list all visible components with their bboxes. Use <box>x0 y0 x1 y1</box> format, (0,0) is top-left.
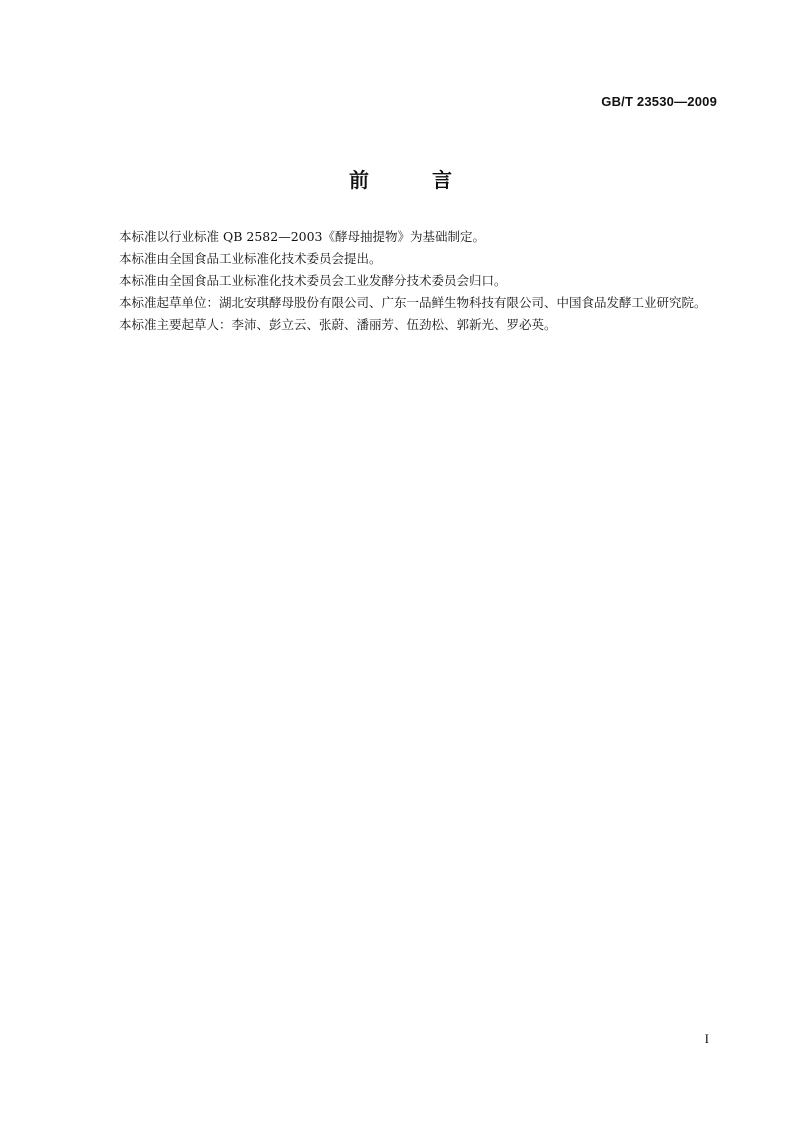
paragraph-drafters: 本标准主要起草人：李沛、彭立云、张蔚、潘丽芳、伍劲松、郭新光、罗必英。 <box>119 317 557 332</box>
page-title: 前 言 <box>349 168 480 192</box>
paragraph-drafting-units: 本标准起草单位：湖北安琪酵母股份有限公司、广东一品鲜生物科技有限公司、中国食品发酵工业研究院。 <box>119 295 707 310</box>
paragraph-centralized-by: 本标准由全国食品工业标准化技术委员会工业发酵分技术委员会归口。 <box>119 273 507 288</box>
standard-code: GB/T 23530—2009 <box>601 94 717 109</box>
page-number: I <box>704 1031 709 1046</box>
paragraph-proposed-by: 本标准由全国食品工业标准化技术委员会提出。 <box>119 251 382 266</box>
paragraph-basis: 本标准以行业标准 QB 2582—2003《酵母抽提物》为基础制定。 <box>119 229 486 244</box>
foreword-body <box>92 226 722 336</box>
